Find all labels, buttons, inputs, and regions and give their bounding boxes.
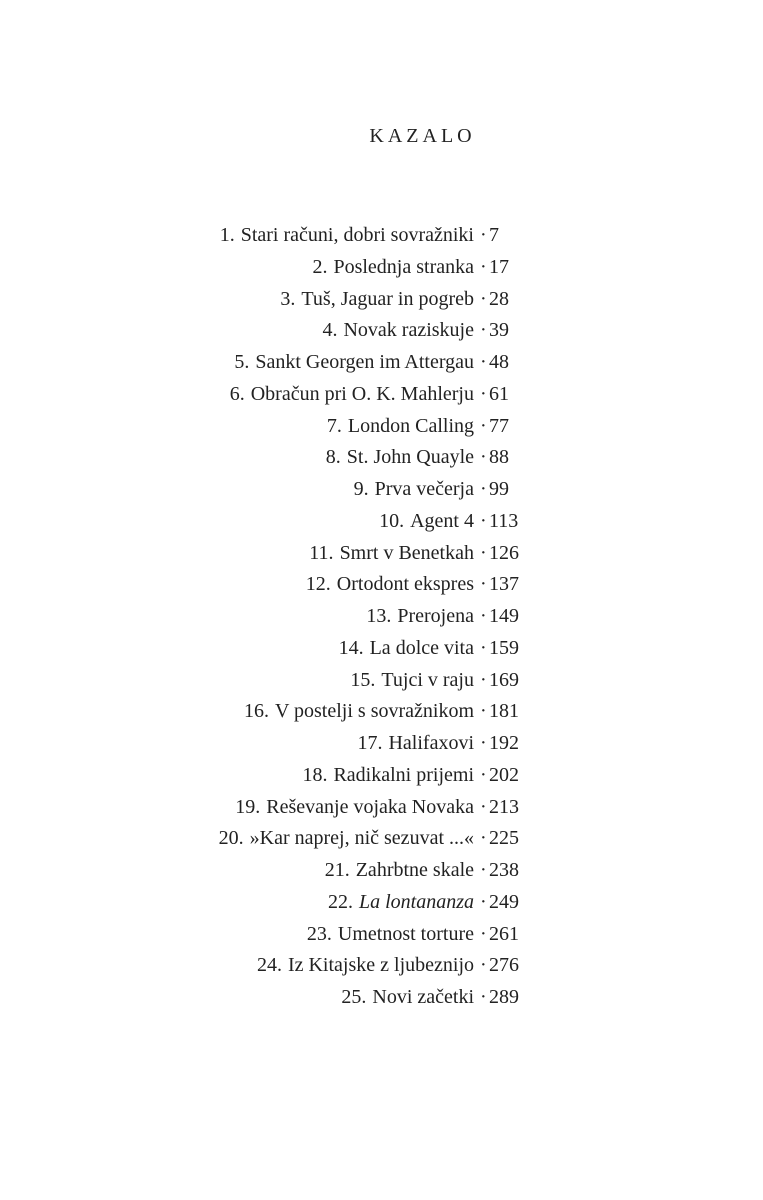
toc-entry-title	[230, 379, 474, 411]
chapter-title: Obračun pri O. K. Mahlerju	[250, 382, 474, 405]
chapter-title: Reševanje vojaka Novaka	[266, 795, 474, 818]
toc-entry	[0, 379, 763, 411]
chapter-number: 24.	[256, 954, 282, 977]
page-separator: ·	[480, 763, 487, 786]
chapter-number: 6.	[229, 382, 245, 405]
toc-entry-title	[307, 919, 474, 951]
chapter-number: 7.	[326, 414, 342, 437]
toc-entry	[0, 696, 763, 728]
page-number: 202	[489, 763, 519, 786]
chapter-title: Agent 4	[410, 509, 474, 532]
toc-entry-title	[219, 823, 474, 855]
toc-entry-title	[350, 665, 474, 697]
page-separator: ·	[480, 382, 487, 405]
chapter-number: 23.	[306, 922, 332, 945]
toc-entry	[0, 601, 763, 633]
page-separator: ·	[480, 287, 487, 310]
page-number: 61	[489, 382, 509, 405]
page-separator: ·	[480, 890, 487, 913]
chapter-title: Tujci v raju	[381, 668, 474, 691]
chapter-number: 13.	[366, 605, 392, 627]
chapter-number: 9.	[353, 478, 369, 500]
page-separator: ·	[480, 954, 487, 977]
toc-entry-title	[341, 982, 474, 1014]
page-number: 113	[489, 509, 519, 532]
chapter-title: Umetnost torture	[337, 922, 474, 945]
toc-entry	[0, 982, 763, 1014]
chapter-number: 19.	[235, 795, 261, 818]
page-separator: ·	[480, 446, 487, 469]
toc-entry	[0, 411, 763, 443]
chapter-number: 16.	[243, 700, 269, 723]
toc-entry	[0, 919, 763, 951]
page-number: 181	[489, 700, 519, 723]
chapter-number: 10.	[379, 509, 405, 532]
toc-entry-title	[309, 538, 474, 570]
toc-entry-title	[366, 601, 474, 633]
toc-entry	[0, 347, 763, 379]
toc-entry-title	[325, 855, 474, 887]
page-separator: ·	[480, 351, 487, 373]
table-of-contents	[0, 220, 763, 1014]
toc-entry	[0, 538, 763, 570]
toc-heading: KAZALO	[369, 125, 476, 147]
toc-entry	[0, 823, 763, 855]
page-separator: ·	[480, 478, 487, 500]
chapter-title: Sankt Georgen im Attergau	[255, 351, 474, 373]
page-separator: ·	[480, 636, 487, 659]
page-number: 137	[489, 573, 519, 596]
chapter-title: Smrt v Benetkah	[339, 541, 474, 564]
page-number: 249	[489, 890, 519, 913]
toc-entry-title	[339, 633, 474, 665]
page-separator: ·	[480, 224, 487, 246]
page-number: 159	[489, 636, 519, 659]
chapter-title: Stari računi, dobri sovražniki	[240, 224, 474, 246]
chapter-title: Novi začetki	[372, 986, 474, 1008]
chapter-title: La lontananza	[358, 890, 474, 913]
toc-entry-title	[280, 284, 474, 316]
page-separator: ·	[480, 605, 487, 627]
chapter-number: 22.	[327, 890, 353, 913]
page-number: 225	[489, 827, 519, 850]
page-separator: ·	[480, 986, 487, 1008]
toc-entry	[0, 728, 763, 760]
page-number: 99	[489, 478, 509, 500]
chapter-number: 17.	[357, 732, 383, 754]
toc-entry-title	[322, 315, 474, 347]
chapter-number: 18.	[302, 763, 328, 786]
chapter-number: 12.	[305, 573, 331, 596]
page-separator: ·	[480, 922, 487, 945]
page-number: 126	[489, 541, 519, 564]
chapter-title: Zahrbtne skale	[355, 859, 474, 881]
chapter-title: St. John Quayle	[346, 446, 474, 469]
toc-entry	[0, 284, 763, 316]
toc-entry-title	[257, 950, 474, 982]
page-number: 289	[489, 986, 519, 1008]
toc-entry	[0, 633, 763, 665]
chapter-title: V postelji s sovražnikom	[274, 700, 474, 723]
toc-entry	[0, 665, 763, 697]
page-number: 28	[489, 287, 509, 310]
chapter-title: La dolce vita	[369, 636, 474, 659]
page-separator: ·	[480, 827, 487, 850]
toc-entry-title	[302, 760, 474, 792]
page-number: 192	[489, 732, 519, 754]
toc-entry-title	[328, 887, 474, 919]
chapter-title: Radikalni prijemi	[333, 763, 474, 786]
page-number: 149	[489, 605, 519, 627]
chapter-title: Poslednja stranka	[333, 255, 474, 278]
page-separator: ·	[480, 541, 487, 564]
page-number: 213	[489, 795, 519, 818]
chapter-number: 3.	[280, 287, 296, 310]
chapter-number: 20.	[218, 827, 244, 850]
chapter-number: 2.	[312, 255, 328, 278]
chapter-title: Tuš, Jaguar in pogreb	[301, 287, 474, 310]
toc-entry	[0, 252, 763, 284]
toc-entry	[0, 760, 763, 792]
chapter-number: 21.	[324, 859, 350, 881]
chapter-number: 25.	[341, 986, 367, 1008]
toc-entry	[0, 220, 763, 252]
chapter-number: 8.	[325, 446, 341, 469]
page-separator: ·	[480, 255, 487, 278]
page-number: 39	[489, 319, 509, 342]
chapter-title: Iz Kitajske z ljubeznijo	[287, 954, 474, 977]
page-number: 238	[489, 859, 519, 881]
chapter-number: 5.	[234, 351, 250, 373]
toc-entry-title	[379, 506, 474, 538]
toc-entry-title	[326, 442, 474, 474]
toc-entry-title	[327, 411, 474, 443]
toc-entry	[0, 887, 763, 919]
page-number: 17	[489, 255, 509, 278]
chapter-title: Prerojena	[397, 605, 474, 627]
chapter-number: 14.	[338, 636, 364, 659]
chapter-title: Halifaxovi	[388, 732, 474, 754]
toc-entry	[0, 442, 763, 474]
page-number: 88	[489, 446, 509, 469]
page-separator: ·	[480, 319, 487, 342]
chapter-title: London Calling	[347, 414, 474, 437]
page-number: 48	[489, 351, 509, 373]
chapter-title: Novak raziskuje	[343, 319, 474, 342]
toc-entry	[0, 506, 763, 538]
chapter-number: 1.	[219, 224, 235, 246]
toc-entry-title	[244, 696, 474, 728]
page-separator: ·	[480, 573, 487, 596]
page-number: 77	[489, 414, 509, 437]
toc-entry-title	[306, 569, 474, 601]
chapter-title: Ortodont ekspres	[336, 573, 474, 596]
toc-entry-title	[354, 474, 474, 506]
toc-entry	[0, 950, 763, 982]
toc-entry	[0, 855, 763, 887]
toc-entry	[0, 569, 763, 601]
chapter-title: »Kar naprej, nič sezuvat ...«	[249, 827, 474, 850]
page-separator: ·	[480, 859, 487, 881]
chapter-title: Prva večerja	[374, 478, 474, 500]
toc-entry	[0, 474, 763, 506]
page-number: 276	[489, 954, 519, 977]
chapter-number: 11.	[309, 541, 334, 564]
toc-entry-title	[235, 792, 474, 824]
toc-entry-title	[220, 220, 474, 252]
page-separator: ·	[480, 414, 487, 437]
toc-entry-title	[357, 728, 474, 760]
page-separator: ·	[480, 795, 487, 818]
page-separator: ·	[480, 732, 487, 754]
page-separator: ·	[480, 509, 487, 532]
toc-entry-title	[312, 252, 474, 284]
toc-entry-title	[234, 347, 474, 379]
page-number: 169	[489, 668, 519, 691]
toc-entry	[0, 792, 763, 824]
chapter-number: 4.	[322, 319, 338, 342]
page-number: 261	[489, 922, 519, 945]
page-number: 7	[489, 224, 499, 246]
toc-entry	[0, 315, 763, 347]
chapter-number: 15.	[350, 668, 376, 691]
page-separator: ·	[480, 700, 487, 723]
page-separator: ·	[480, 668, 487, 691]
